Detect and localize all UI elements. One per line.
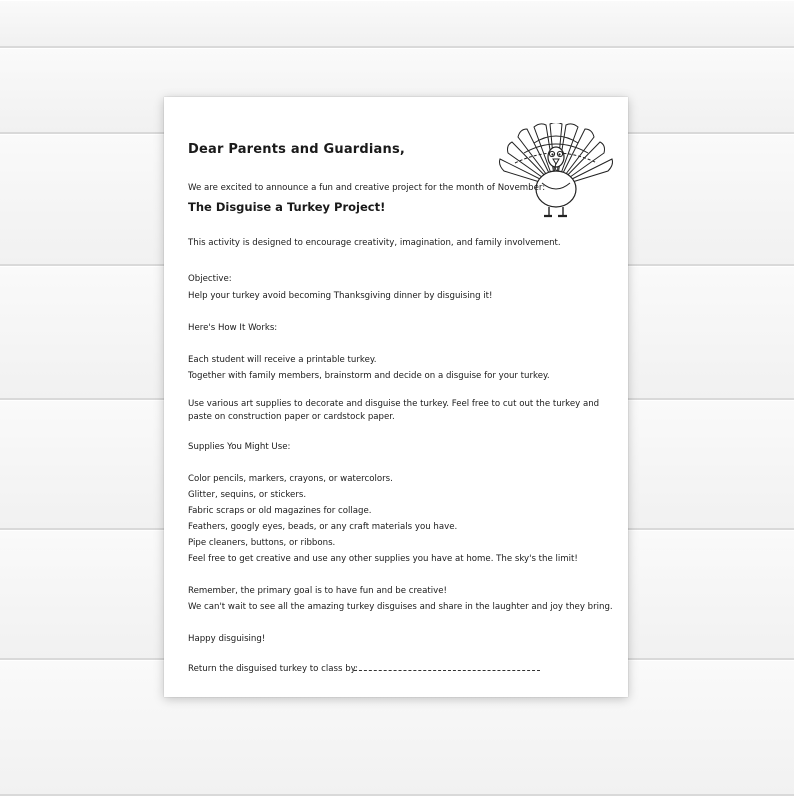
closing-line: We can't wait to see all the amazing turkey disguises and share in the laughter and joy they bring. <box>188 602 613 612</box>
purpose-text: This activity is designed to encourage creativity, imagination, and family involvement. <box>188 238 561 248</box>
return-date-blank <box>354 670 540 671</box>
supply-item: Color pencils, markers, crayons, or watercolors. <box>188 474 393 484</box>
intro-text: We are excited to announce a fun and creative project for the month of November: <box>188 183 546 193</box>
supply-item: Feel free to get creative and use any other supplies you have at home. The sky's the limit! <box>188 554 578 564</box>
supply-item: Feathers, googly eyes, beads, or any craft materials you have. <box>188 522 458 532</box>
art-supplies-note: Use various art supplies to decorate and disguise the turkey. Feel free to cut out the turkey and paste on construction paper or cardstock paper. <box>188 399 600 422</box>
project-title: The Disguise a Turkey Project! <box>188 200 386 214</box>
closing-line: Remember, the primary goal is to have fun and be creative! <box>188 586 447 596</box>
objective-label: Objective: <box>188 274 232 284</box>
objective-text: Help your turkey avoid becoming Thanksgiving dinner by disguising it! <box>188 291 493 301</box>
supply-item: Fabric scraps or old magazines for collage. <box>188 506 372 516</box>
step-item: Together with family members, brainstorm and decide on a disguise for your turkey. <box>188 371 550 381</box>
supply-item: Glitter, sequins, or stickers. <box>188 490 307 500</box>
letter-greeting: Dear Parents and Guardians, <box>188 142 406 157</box>
turkey-icon <box>494 123 619 221</box>
supply-item: Pipe cleaners, buttons, or ribbons. <box>188 538 336 548</box>
how-it-works-label: Here's How It Works: <box>188 323 278 333</box>
return-date-label: Return the disguised turkey to class by: <box>188 664 359 674</box>
letter-page <box>164 97 628 697</box>
step-item: Each student will receive a printable turkey. <box>188 355 377 365</box>
supplies-label: Supplies You Might Use: <box>188 442 291 452</box>
wood-plank <box>0 0 794 48</box>
signoff-text: Happy disguising! <box>188 634 266 644</box>
